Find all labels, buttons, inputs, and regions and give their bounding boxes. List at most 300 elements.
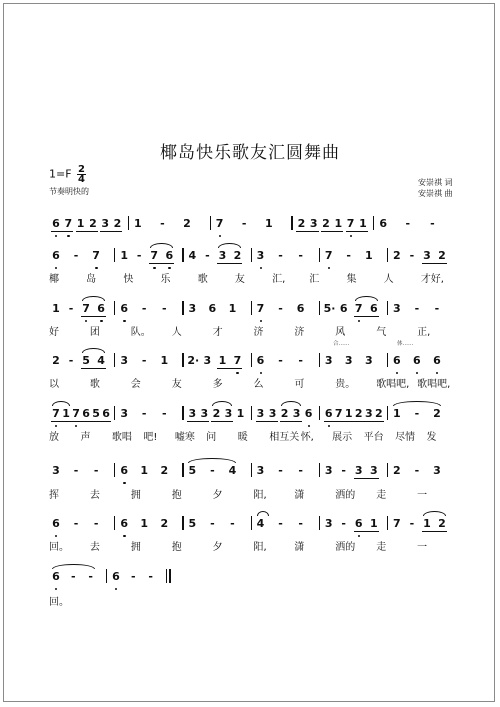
bar-line (114, 406, 115, 420)
jianpu-note: 7 (92, 249, 100, 262)
jianpu-note: 1 (140, 464, 149, 477)
jianpu-note: 2 (160, 464, 169, 477)
lyric-word: 一 (417, 490, 428, 501)
lyric-word: 可 (294, 379, 305, 390)
dash-sustain: - (414, 302, 420, 315)
score-system (0, 567, 500, 587)
jianpu-note: 7 (72, 407, 80, 420)
dash-sustain: - (430, 217, 435, 230)
bar-line (251, 406, 252, 420)
lyric-word: 发 (426, 432, 437, 443)
lyric-word: 人 (171, 327, 182, 338)
dash-sustain: - (241, 217, 247, 230)
lyric-word: 岛 (86, 274, 97, 285)
lyric-word: 拥 (130, 490, 141, 501)
jianpu-note: 1 (344, 407, 353, 420)
bar-line (387, 301, 388, 315)
jianpu-note: 1 (369, 517, 378, 530)
bar-line (387, 248, 388, 262)
jianpu-note: 2 (89, 217, 97, 230)
bar-line (387, 406, 388, 420)
jianpu-note: 2 (438, 517, 446, 530)
jianpu-note: 2 (354, 407, 363, 420)
lyric-word: 去 (89, 490, 100, 501)
lyric-word: 歌唱吧, (376, 379, 410, 390)
jianpu-note: 6 (413, 354, 421, 367)
beam-underline (217, 368, 242, 369)
beam-underline (51, 231, 73, 232)
jianpu-note: 6 (120, 464, 128, 477)
lyric-word: 团 (89, 327, 100, 338)
lyric-word: 走 (376, 542, 387, 553)
lyric-word: 回。 (49, 542, 69, 553)
lyric-word: 一 (417, 542, 428, 553)
lyric-word: 展示 (332, 432, 353, 443)
dash-sustain: - (346, 249, 351, 262)
jianpu-note: 3 (354, 464, 363, 477)
lyric-word: 潇 (294, 490, 305, 501)
jianpu-note: 7 (215, 217, 224, 230)
lyric-word: 友 (234, 274, 245, 285)
beam-underline (280, 421, 302, 422)
jianpu-note: 5 (92, 407, 100, 420)
bar-line (251, 463, 252, 477)
beam-underline (422, 263, 447, 264)
bar-line (251, 248, 252, 262)
jianpu-note: 7 (324, 249, 333, 262)
bar-line (182, 463, 183, 477)
jianpu-note: 1 (264, 217, 273, 230)
lyric-word: 洒的 (335, 490, 356, 501)
dash-sustain: - (68, 302, 74, 315)
lyric-word: 抱 (171, 490, 182, 501)
jianpu-note: 1 (334, 217, 343, 230)
score-system (0, 299, 500, 319)
lyric-word: 问 (206, 432, 217, 443)
slur (212, 401, 232, 406)
jianpu-note: 3 (433, 464, 441, 477)
score-system (0, 214, 500, 234)
jianpu-note: 6 (339, 302, 348, 315)
jianpu-note: 6 (296, 302, 305, 315)
bar-line (387, 353, 388, 367)
jianpu-note: 3 (268, 407, 277, 420)
bar-line (319, 301, 320, 315)
dash-sustain: - (414, 407, 420, 420)
jianpu-note: 3 (188, 302, 197, 315)
slur (52, 401, 70, 406)
jianpu-note: 7 (256, 302, 265, 315)
beam-underline (91, 421, 111, 422)
jianpu-note: 3 (101, 217, 110, 230)
beam-underline (321, 231, 343, 232)
jianpu-note: 2· (187, 354, 200, 367)
beam-underline (81, 316, 106, 317)
jianpu-note: 2 (233, 249, 242, 262)
beam-underline (422, 531, 447, 532)
jianpu-note: 6 (304, 407, 313, 420)
jianpu-note: 2 (280, 407, 289, 420)
jianpu-note: 1 (364, 249, 373, 262)
jianpu-note: 3 (256, 464, 265, 477)
score-system (0, 246, 500, 266)
jianpu-note: 7 (334, 407, 343, 420)
bar-line (251, 353, 252, 367)
jianpu-note: 6 (208, 302, 217, 315)
jianpu-note: 3 (344, 354, 353, 367)
jianpu-note: 1 (228, 302, 237, 315)
dash-sustain: - (88, 570, 93, 583)
beam-underline (51, 421, 71, 422)
bar-line (128, 216, 129, 230)
jianpu-note: 2 (113, 217, 122, 230)
jianpu-note: 7 (64, 217, 73, 230)
jianpu-note: 1 (393, 407, 401, 420)
bar-line (182, 516, 183, 530)
jianpu-note: 6 (52, 517, 60, 530)
bar-line (114, 353, 115, 367)
dash-sustain: - (141, 407, 147, 420)
beam-underline (256, 421, 278, 422)
lyric-word: 集 (346, 274, 357, 285)
lyric-word: 贵。 (335, 379, 356, 390)
jianpu-note: 6 (120, 517, 128, 530)
dash-sustain: - (409, 517, 415, 530)
bar-line (319, 406, 320, 420)
jianpu-note: 6 (433, 354, 441, 367)
beam-underline (217, 263, 242, 264)
lyric-word: 才 (212, 327, 223, 338)
dash-sustain: - (73, 517, 79, 530)
jianpu-note: 1 (236, 407, 245, 420)
lyric-word: 才好, (420, 274, 444, 285)
dash-sustain: - (278, 354, 283, 367)
bar-line (319, 516, 320, 530)
song-title: 椰岛快乐歌友汇圆舞曲 (160, 143, 340, 163)
lyric-word: 洒的 (335, 542, 356, 553)
jianpu-note: 2 (433, 407, 441, 420)
jianpu-note: 3 (324, 464, 333, 477)
lyric-word: 放 (49, 432, 59, 443)
slur (82, 348, 105, 353)
jianpu-note: 2 (212, 407, 221, 420)
dash-sustain: - (414, 464, 420, 477)
jianpu-note: 6 (112, 570, 120, 583)
jianpu-note: 5 (188, 464, 197, 477)
jianpu-note: 1 (218, 354, 227, 367)
dash-sustain: - (68, 354, 74, 367)
jianpu-note: 1 (52, 302, 60, 315)
dash-sustain: - (161, 407, 167, 420)
dash-sustain: - (210, 517, 215, 530)
time-denominator: 4 (78, 174, 86, 185)
dash-sustain: - (141, 302, 147, 315)
jianpu-note: 2 (374, 407, 383, 420)
bar-line (114, 248, 115, 262)
bar-line (319, 353, 320, 367)
lyric-word: 歌 (89, 379, 100, 390)
lyric-word: 歌 (197, 274, 208, 285)
key-signature (49, 165, 86, 184)
lyric-word: 以 (49, 379, 59, 390)
bar-line (387, 463, 388, 477)
dash-sustain: - (298, 249, 303, 262)
jianpu-note: 3 (188, 407, 197, 420)
jianpu-note: 1 (359, 217, 367, 230)
jianpu-note: 2 (322, 217, 330, 230)
jianpu-note: 7 (150, 249, 159, 262)
tempo-marking: 节奏明快的 (49, 187, 89, 196)
jianpu-note: 3 (393, 302, 401, 315)
lyric-word: 汇, (272, 274, 286, 285)
jianpu-note: 1 (140, 517, 149, 530)
beam-underline (364, 421, 384, 422)
jianpu-note: 5· (323, 302, 336, 315)
jianpu-note: 7 (82, 302, 90, 315)
slur (423, 511, 446, 516)
jianpu-note: 5 (188, 517, 197, 530)
jianpu-note: 3 (120, 354, 128, 367)
slur (355, 296, 378, 301)
jianpu-note: 6 (97, 302, 105, 315)
lyric-word: 阳, (253, 542, 267, 553)
dash-sustain: - (160, 217, 165, 230)
beam-underline (354, 531, 379, 532)
lyric-word: 乐 (160, 274, 171, 285)
score-system (0, 351, 500, 371)
beam-underline (187, 421, 209, 422)
bar-line (182, 353, 183, 367)
beam-underline (76, 231, 98, 232)
lyric-word: 济 (253, 327, 264, 338)
lyric-word: 声 (80, 432, 91, 443)
beam-underline (354, 478, 379, 479)
jianpu-note: 3 (52, 464, 60, 477)
lyric-word: 人 (383, 274, 394, 285)
jianpu-note: 1 (62, 407, 70, 420)
dash-sustain: - (205, 249, 210, 262)
bar-line (106, 569, 107, 583)
jianpu-note: 6 (324, 407, 333, 420)
lyric-word: 么 (253, 379, 264, 390)
jianpu-note: 4 (256, 517, 265, 530)
slur (188, 458, 236, 463)
lyric-word: 快 (123, 274, 134, 285)
slur (218, 243, 241, 248)
jianpu-note: 5 (82, 354, 90, 367)
slur (281, 401, 301, 406)
beam-underline (71, 421, 91, 422)
beam-underline (149, 263, 174, 264)
lyric-word: 夕 (212, 490, 223, 501)
jianpu-note: 4 (188, 249, 197, 262)
dash-sustain: - (210, 464, 215, 477)
beam-underline (211, 421, 233, 422)
slur (82, 296, 105, 301)
bar-line (319, 248, 320, 262)
bar-line (114, 463, 115, 477)
jianpu-note: 3 (256, 249, 265, 262)
beam-underline (296, 231, 318, 232)
jianpu-note: 6 (354, 517, 363, 530)
jianpu-note: 7 (52, 407, 60, 420)
lyric-word: 多 (212, 379, 223, 390)
dash-sustain: - (93, 464, 99, 477)
slur (393, 401, 441, 406)
lyric-word: 正, (417, 327, 431, 338)
lyric-word: 回。 (49, 597, 69, 608)
bar-line (182, 406, 183, 420)
beam-underline (344, 421, 364, 422)
jianpu-note: 2 (160, 517, 169, 530)
lyric-word: 暖 (237, 432, 248, 443)
composer-credit: 安崇祺 曲 (418, 189, 453, 198)
bar-line (387, 516, 388, 530)
dash-sustain: - (434, 302, 440, 315)
dash-sustain: - (73, 249, 79, 262)
lyric-word: 风 (335, 327, 346, 338)
score-system (0, 404, 500, 424)
jianpu-note: 2 (393, 464, 401, 477)
jianpu-note: 7 (346, 217, 355, 230)
jianpu-note: 3 (309, 217, 318, 230)
lyric-word: 阳, (253, 490, 267, 501)
dash-sustain: - (148, 570, 153, 583)
beam-underline (354, 316, 379, 317)
jianpu-note: 7 (233, 354, 242, 367)
performance-annotation: 体…… (397, 341, 414, 347)
jianpu-note: 6 (120, 302, 128, 315)
jianpu-note: 3 (218, 249, 227, 262)
jianpu-note: 6 (256, 354, 265, 367)
lyric-word: 拥 (130, 542, 141, 553)
slur (257, 511, 269, 516)
jianpu-note: 1 (133, 217, 142, 230)
jianpu-note: 6 (82, 407, 90, 420)
jianpu-note: 7 (393, 517, 401, 530)
jianpu-note: 3 (324, 517, 333, 530)
beam-underline (324, 421, 344, 422)
lyric-word: 尽情 (395, 432, 416, 443)
dash-sustain: - (278, 302, 283, 315)
jianpu-note: 6 (393, 354, 401, 367)
bar-line (182, 248, 183, 262)
lyric-word: 去 (89, 542, 100, 553)
jianpu-note: 3 (224, 407, 233, 420)
jianpu-note: 3 (364, 354, 373, 367)
jianpu-note: 3 (120, 407, 128, 420)
jianpu-note: 1 (76, 217, 85, 230)
jianpu-note: 7 (354, 302, 363, 315)
beam-underline (81, 368, 106, 369)
jianpu-note: 2 (52, 354, 60, 367)
lyric-word: 友 (171, 379, 182, 390)
dash-sustain: - (141, 354, 147, 367)
jianpu-note: 1 (160, 354, 169, 367)
lyric-word: 好 (49, 327, 59, 338)
jianpu-note: 6 (52, 217, 60, 230)
lyric-word: 嘘寒 (174, 432, 195, 443)
jianpu-note: 6 (102, 407, 110, 420)
lyric-word: 夕 (212, 542, 223, 553)
dash-sustain: - (341, 517, 346, 530)
jianpu-note: 1 (120, 249, 128, 262)
dash-sustain: - (278, 464, 283, 477)
beam-underline (100, 231, 122, 232)
dash-sustain: - (73, 464, 79, 477)
lyric-word: 歌唱 (111, 432, 132, 443)
lyricist-credit: 安崇祺 词 (418, 178, 453, 187)
lyric-word: 相互关 (269, 432, 300, 443)
jianpu-note: 6 (369, 302, 378, 315)
lyric-word: 椰 (49, 274, 59, 285)
bar-line (114, 516, 115, 530)
jianpu-note: 3 (203, 354, 212, 367)
dash-sustain: - (298, 464, 303, 477)
lyric-word: 走 (376, 490, 387, 501)
jianpu-note: 1 (423, 517, 431, 530)
dash-sustain: - (405, 217, 411, 230)
bar-line (251, 516, 252, 530)
dash-sustain: - (298, 517, 303, 530)
dash-sustain: - (278, 249, 283, 262)
jianpu-note: 3 (324, 354, 333, 367)
dash-sustain: - (136, 249, 142, 262)
lyric-word: 气 (376, 327, 387, 338)
slur (150, 243, 173, 248)
lyric-word: 怀, (300, 432, 314, 443)
dash-sustain: - (341, 464, 346, 477)
score-system (0, 461, 500, 481)
lyric-word: 队。 (130, 327, 151, 338)
bar-line (210, 216, 211, 230)
lyric-word: 抱 (171, 542, 182, 553)
bar-line (373, 216, 374, 230)
key-prefix: 1=F (49, 167, 72, 181)
dash-sustain: - (131, 570, 136, 583)
slur (52, 564, 95, 569)
jianpu-note: 3 (256, 407, 265, 420)
lyric-word: 平台 (363, 432, 384, 443)
score-system (0, 514, 500, 534)
dash-sustain: - (298, 354, 303, 367)
dash-sustain: - (161, 302, 167, 315)
jianpu-note: 2 (393, 249, 401, 262)
lyric-word: 汇 (309, 274, 320, 285)
dash-sustain: - (93, 517, 99, 530)
jianpu-note: 4 (228, 464, 237, 477)
jianpu-note: 3 (200, 407, 209, 420)
jianpu-note: 3 (292, 407, 301, 420)
lyric-word: 吧! (143, 432, 158, 443)
jianpu-note: 6 (379, 217, 388, 230)
lyric-word: 会 (130, 379, 141, 390)
bar-line (291, 216, 292, 230)
jianpu-note: 2 (438, 249, 446, 262)
jianpu-note: 6 (165, 249, 174, 262)
jianpu-note: 4 (97, 354, 105, 367)
lyric-word: 济 (294, 327, 305, 338)
lyric-word: 歌唱吧, (417, 379, 451, 390)
lyric-word: 挥 (49, 490, 59, 501)
bar-line (251, 301, 252, 315)
bar-line (166, 569, 167, 583)
jianpu-note: 2 (183, 217, 191, 230)
bar-line (319, 463, 320, 477)
jianpu-note: 3 (369, 464, 378, 477)
time-signature (77, 165, 86, 184)
jianpu-note: 6 (52, 570, 60, 583)
